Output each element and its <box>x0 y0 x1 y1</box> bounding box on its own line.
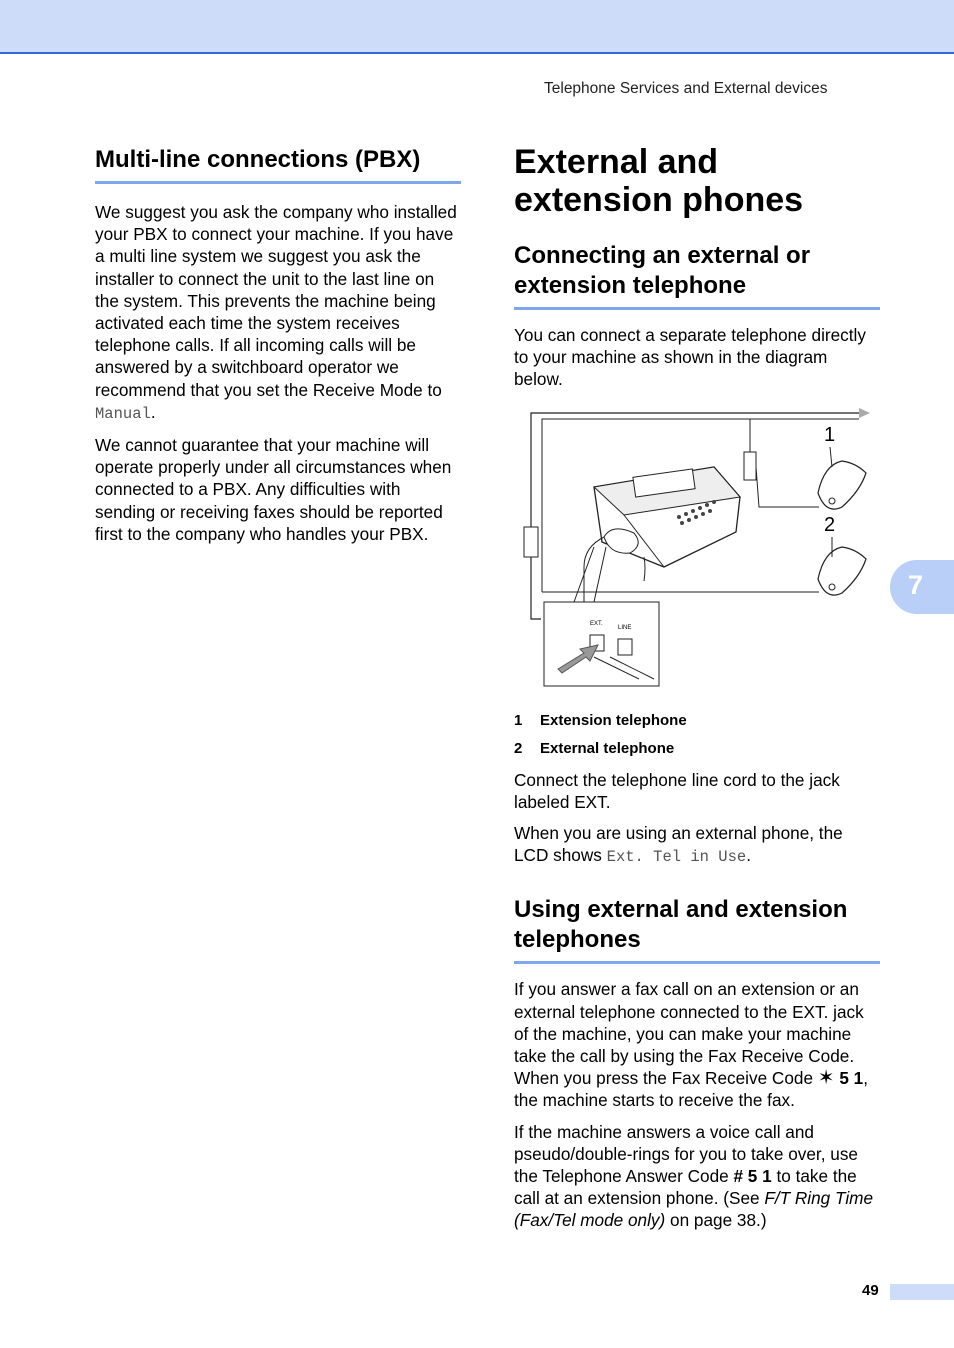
chapter-section-title: External and extension phones <box>514 143 804 219</box>
lcd-paragraph <box>514 822 880 868</box>
jack-label-ext: EXT. <box>590 620 603 627</box>
pbx-paragraph-2: We cannot guarantee that your machine will operate properly under all circumstances when connected to a PBX. Any difficulties with sending or receiving faxes should be reported first to the company who handles your PBX. <box>95 435 452 544</box>
legend-label: External telephone <box>540 739 675 757</box>
extension-telephone <box>818 461 866 509</box>
section-heading-pbx: Multi-line connections (PBX) <box>95 145 461 184</box>
using-paragraph-2 <box>514 1121 880 1232</box>
wall-jack-top <box>744 452 756 480</box>
telephone-answer-code: # 5 1 <box>733 1166 772 1187</box>
legend-number: 2 <box>514 739 523 757</box>
using-paragraph-2-mid: to take the call at an extension phone. (See <box>514 1166 857 1209</box>
using-paragraph-1-end: , the machine starts to receive the fax. <box>514 1068 869 1111</box>
fax-machine <box>584 467 740 602</box>
connection-diagram <box>514 407 880 697</box>
pbx-paragraph-1-text: We suggest you ask the company who installed your PBX to connect your machine. If you have a multi line system we suggest you ask the installer to connect the unit to the last line on the system. This prevents the machine being activated each time the system receives telephone calls. If all incoming calls will be answered by a switchboard operator we recommend that you set the Receive Mode to <box>95 202 457 400</box>
chapter-number: 7 <box>908 570 924 600</box>
lcd-paragraph-end: . <box>746 845 751 866</box>
callout-1: 1 <box>824 423 836 446</box>
using-paragraph-1-text: If you answer a fax call on an extension or an external telephone connected to the EXT. jack of the machine, you can make your machine take the call by using the Fax Receive Code. When you press the Fax Receive Code <box>514 979 864 1089</box>
using-paragraph-2-text: If the machine answers a voice call and pseudo/double-rings for you to take over, use the Telephone Answer Code <box>514 1121 858 1187</box>
lcd-message: Ext. Tel in Use <box>606 848 747 867</box>
star-icon: ✶ <box>817 1067 835 1090</box>
legend-item <box>514 707 880 735</box>
arrow-head <box>859 408 870 418</box>
running-title: Telephone Services and External devices <box>544 80 828 97</box>
legend-label: Extension telephone <box>540 711 687 729</box>
jack-label-line: LINE <box>618 624 632 631</box>
receive-mode-value: Manual <box>95 404 151 423</box>
connecting-intro: You can connect a separate telephone directly to your machine as shown in the diagram below. <box>514 325 866 390</box>
pbx-paragraph-1-end: . <box>150 401 156 422</box>
diagram-legend <box>514 707 880 763</box>
page-number-bar <box>890 1284 954 1300</box>
pbx-paragraph-1 <box>95 201 461 425</box>
connect-instruction: Connect the telephone line cord to the jack labeled EXT. <box>514 769 840 812</box>
using-paragraph-1 <box>514 978 880 1111</box>
right-column <box>514 143 880 1241</box>
lcd-paragraph-text: When you are using an external phone, the LCD shows <box>514 823 843 866</box>
section-heading-connecting: Connecting an external or extension telephone <box>514 241 880 310</box>
header-band <box>0 0 954 54</box>
callout-2: 2 <box>824 513 836 536</box>
legend-number: 1 <box>514 711 523 729</box>
wall-jack-left <box>524 527 538 557</box>
cross-reference: F/T Ring Time (Fax/Tel mode only) <box>514 1188 874 1231</box>
external-telephone <box>818 547 866 595</box>
chapter-tab <box>890 560 954 614</box>
using-paragraph-2-end: on page 38.) <box>665 1210 767 1231</box>
page-number: 49 <box>862 1282 879 1299</box>
fax-receive-code: 5 1 <box>839 1068 864 1089</box>
left-column <box>95 145 461 554</box>
section-heading-using: Using external and extension telephones <box>514 895 880 964</box>
legend-item <box>514 735 880 763</box>
